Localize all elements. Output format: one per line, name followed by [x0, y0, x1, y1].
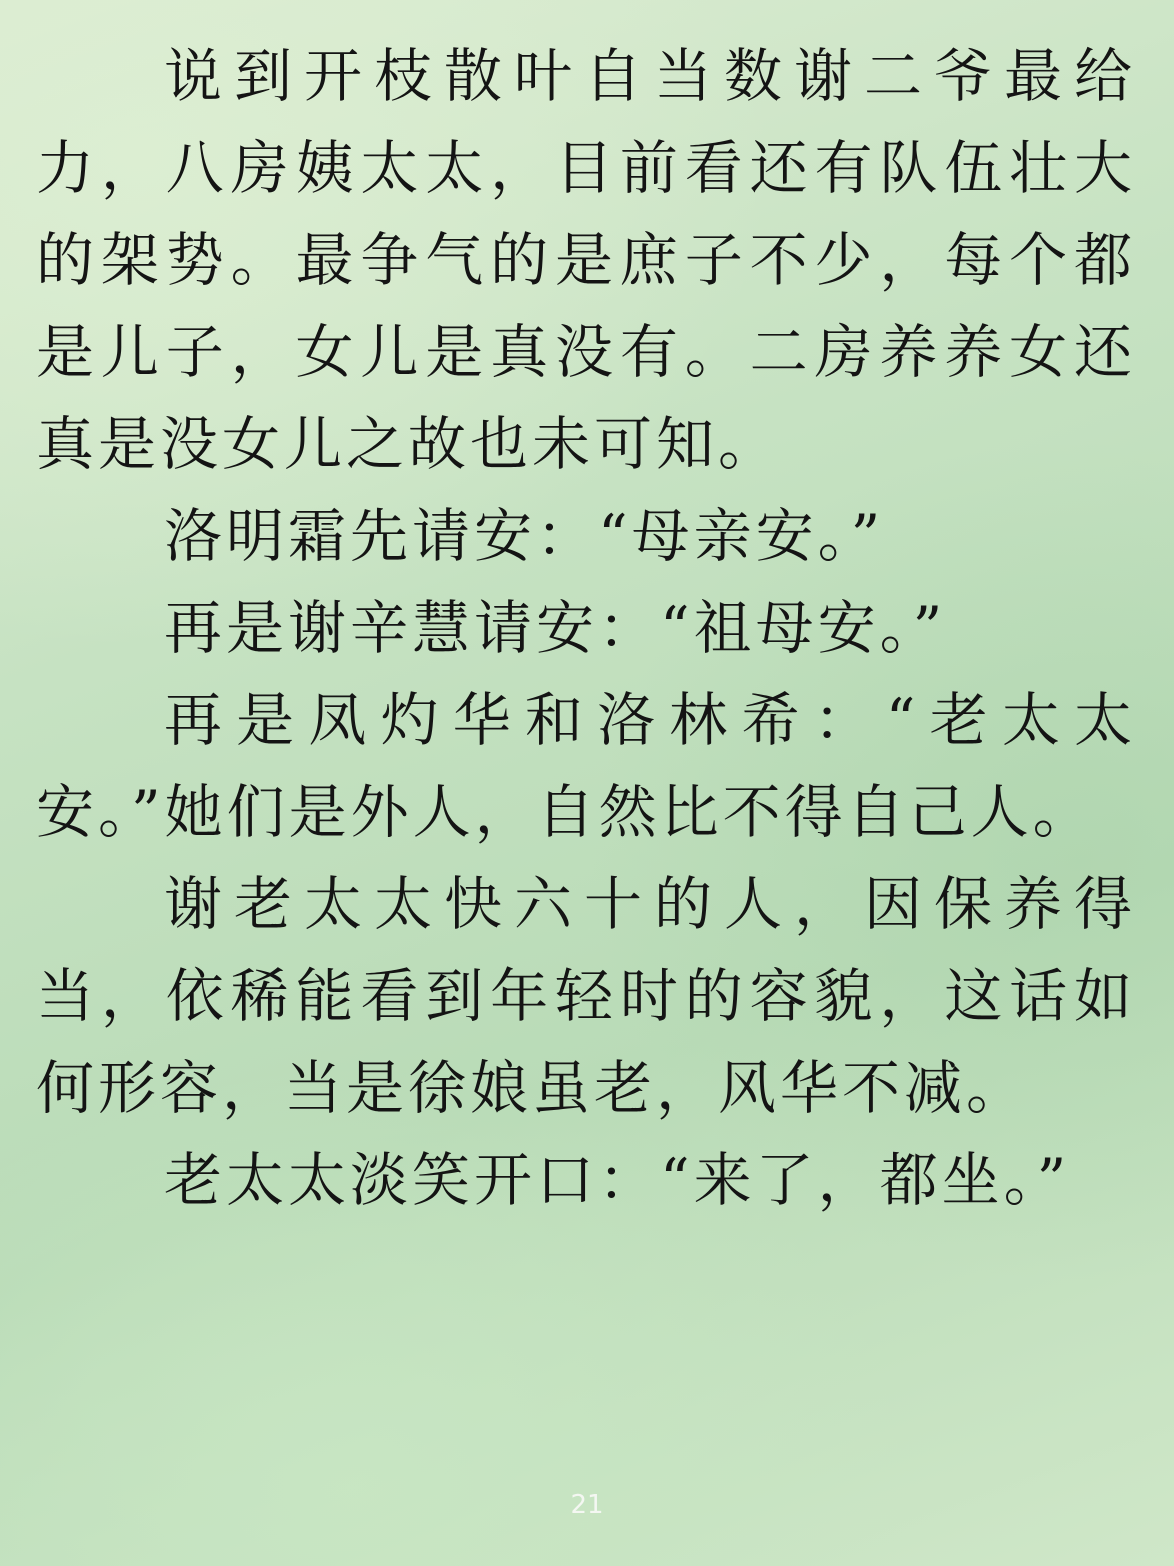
page-number: 21	[570, 1490, 604, 1520]
paragraph-5: 谢老太太快六十的人，因保养得当，依稀能看到年轻时的容貌，这话如何形容，当是徐娘虽老，风华不减。	[36, 870, 1136, 1122]
paragraph-4: 再是凤灼华和洛林希：“老太太安。”她们是外人，自然比不得自己人。	[36, 686, 1136, 846]
paragraph-2: 洛明霜先请安：“母亲安。”	[164, 502, 885, 570]
text-page	[36, 30, 1136, 1470]
paragraph-3: 再是谢辛慧请安：“祖母安。”	[164, 594, 947, 662]
paragraph-6: 老太太淡笑开口：“来了，都坐。”	[164, 1146, 1071, 1214]
paragraph-1: 说到开枝散叶自当数谢二爷最给力，八房姨太太，目前看还有队伍壮大的架势。最争气的是庶子不少，每个都是儿子，女儿是真没有。二房养养女还真是没女儿之故也未可知。	[36, 42, 1136, 478]
